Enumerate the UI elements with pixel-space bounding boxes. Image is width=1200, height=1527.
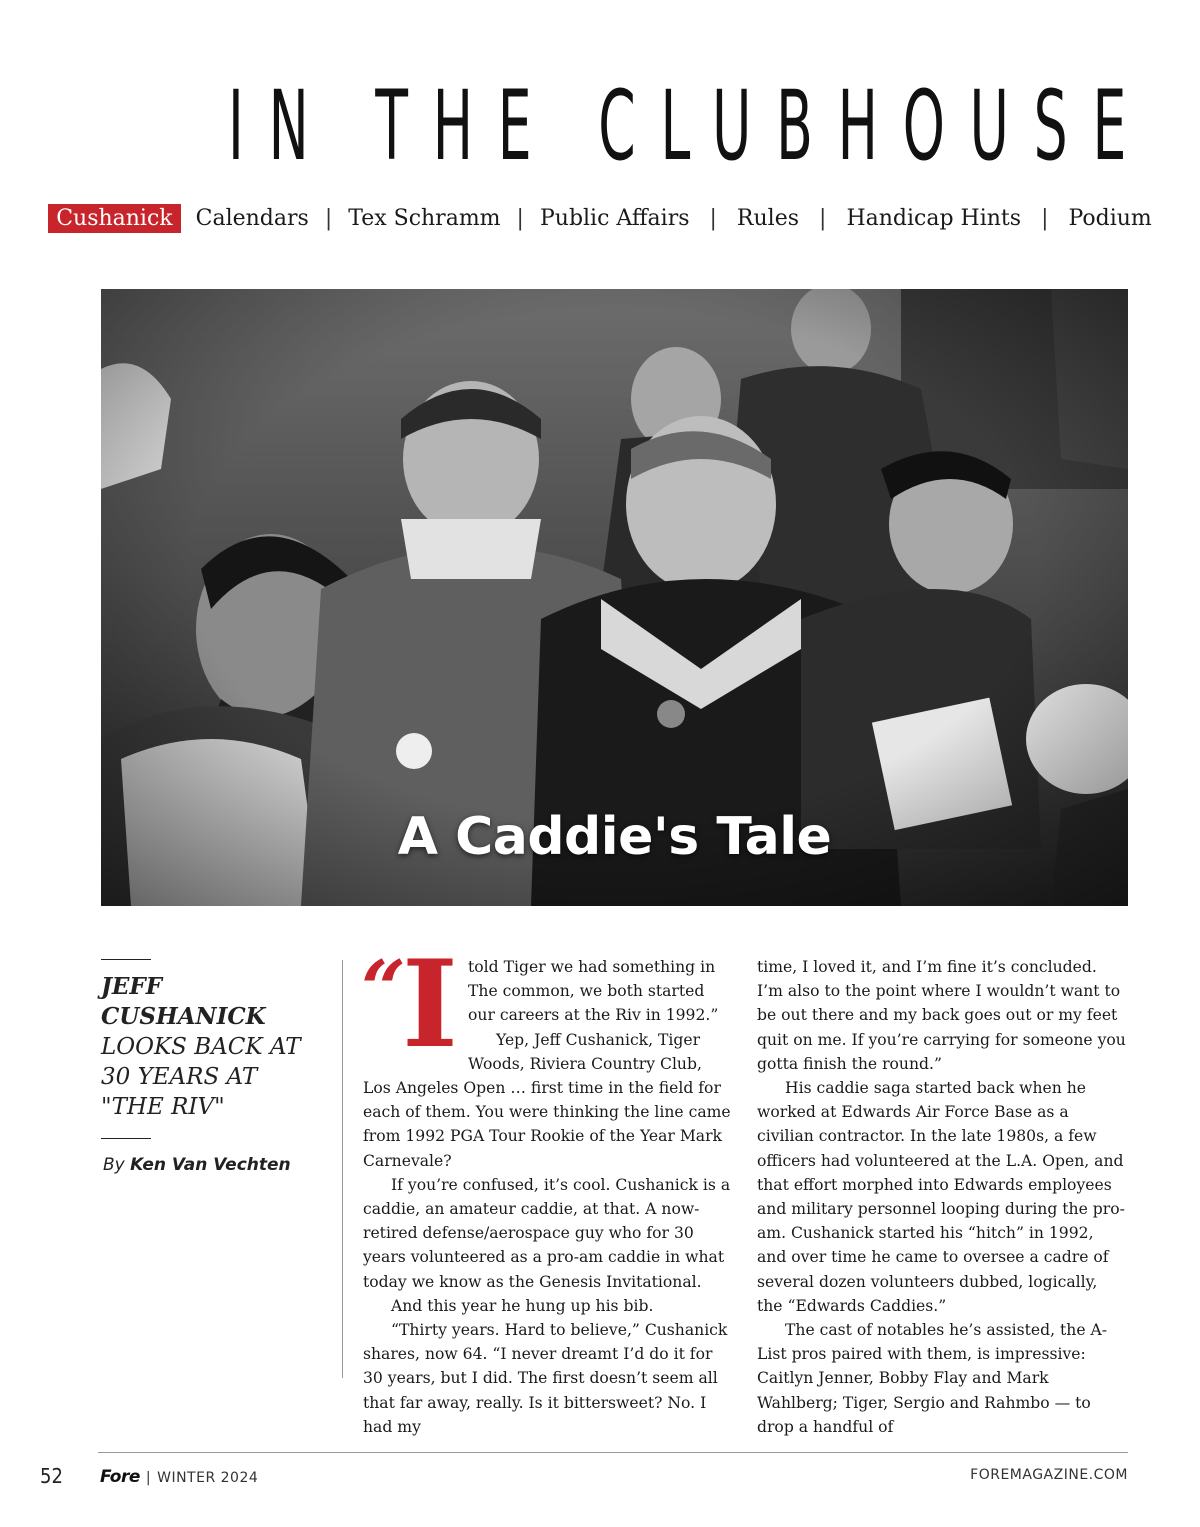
article-headline: A Caddie's Tale xyxy=(397,807,832,867)
kicker-text: LOOKS BACK AT 30 YEARS AT "THE RIV" xyxy=(101,1034,301,1120)
nav-separator: | xyxy=(1041,206,1049,231)
issue-date: WINTER 2024 xyxy=(157,1470,259,1486)
article-kicker xyxy=(101,972,311,1122)
nav-item-calendars[interactable]: Calendars xyxy=(195,206,309,231)
article-paragraph: “ I told Tiger we had something in The common, we both started our careers at the Riv in 1992.” xyxy=(361,934,719,1075)
byline xyxy=(103,1155,291,1175)
nav-separator: | xyxy=(819,206,827,231)
section-title: IN THE CLUBHOUSE xyxy=(228,70,1152,182)
nav-item-handicap-hints[interactable]: Handicap Hints xyxy=(846,206,1022,231)
page-number: 52 xyxy=(40,1464,63,1488)
sidebar-rule-bottom xyxy=(101,1138,151,1139)
nav-separator: | xyxy=(709,206,717,231)
drop-quote-mark: “ xyxy=(361,944,398,1035)
article-paragraph: The cast of notables he’s assisted, the A-List pros paired with them, is impressive: Caitlyn Jenner, Bobby Flay and Mark Wahlberg; Tiger, Sergio and Rahmbo — to drop a handful of xyxy=(757,1321,1108,1436)
article-paragraph: Yep, Jeff Cushanick, Tiger Woods, Riviera Country Club, Los Angeles Open … first time in the field for each of them. You were thinking the line came from 1992 PGA Tour Rookie of the Year Mark Carnevale? xyxy=(363,1030,731,1170)
section-nav xyxy=(0,204,1200,233)
nav-separator: | xyxy=(516,206,524,231)
article-paragraph: time, I loved it, and I’m fine it’s concluded. I’m also to the point where I wouldn’t want to be out there and my back goes out or my feet quit on me. If you’re carrying for someone you gotta finish the round.” xyxy=(757,958,1126,1073)
kicker-name: JEFF CUSHANICK xyxy=(101,973,266,1030)
sidebar-rule-top xyxy=(101,959,151,960)
article-column-1 xyxy=(361,934,733,1439)
article-paragraph: And this year he hung up his bib. xyxy=(391,1296,654,1315)
byline-prefix: By xyxy=(103,1155,125,1175)
drop-cap: I xyxy=(401,934,459,1075)
nav-item-cushanick[interactable]: Cushanick xyxy=(48,204,180,233)
footer-masthead xyxy=(100,1467,258,1487)
article-paragraph: “Thirty years. Hard to believe,” Cushanick shares, now 64. “I never dreamt I’d do it for 30 years, but I did. The first doesn’t seem all that far away, really. Is it bittersweet? No. I had my xyxy=(363,1321,728,1436)
nav-item-rules[interactable]: Rules xyxy=(736,206,800,231)
nav-item-tex-schramm[interactable]: Tex Schramm xyxy=(348,206,501,231)
footer-rule xyxy=(98,1452,1128,1453)
byline-author: Ken Van Vechten xyxy=(130,1155,291,1175)
website-url[interactable]: FOREMAGAZINE.COM xyxy=(970,1467,1128,1483)
hero-photo xyxy=(101,289,1128,906)
nav-item-podium[interactable]: Podium xyxy=(1068,206,1152,231)
article-column-2 xyxy=(757,955,1127,1439)
nav-separator: | xyxy=(324,206,333,231)
article-paragraph: If you’re confused, it’s cool. Cushanick is a caddie, an amateur caddie, at that. A now-retired defense/aerospace guy who for 30 years volunteered as a pro-am caddie in what today we know as the Genesis Invitational. xyxy=(363,1175,731,1291)
footer-separator: | xyxy=(145,1470,152,1486)
nav-item-public-affairs[interactable]: Public Affairs xyxy=(539,206,690,231)
column-divider xyxy=(342,960,343,1378)
article-paragraph: His caddie saga started back when he worked at Edwards Air Force Base as a civilian contractor. In the late 1980s, a few officers had volunteered at the L.A. Open, and that effort morphed into Edwards employees and military personnel looping during the pro-am. Cushanick started his “hitch” in 1992, and over time he came to oversee a cadre of several dozen volunteers dubbed, logically, the “Edwards Caddies.” xyxy=(757,1079,1125,1315)
magazine-logo: Fore xyxy=(100,1467,140,1487)
